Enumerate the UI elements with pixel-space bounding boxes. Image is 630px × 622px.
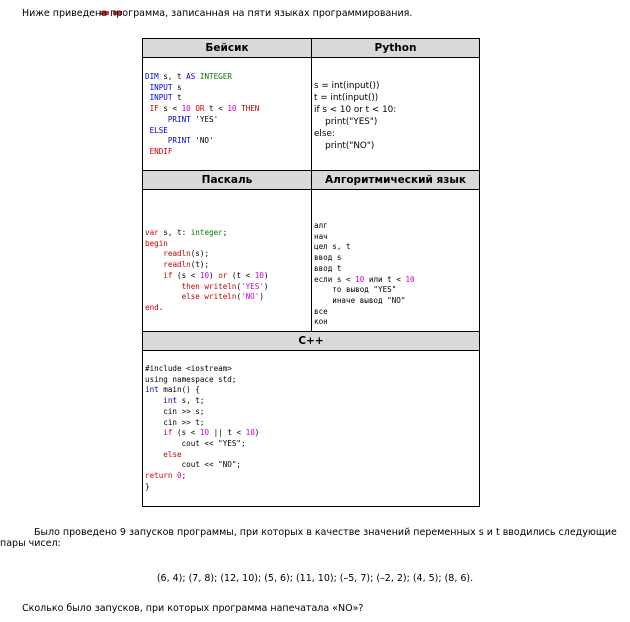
input-pairs: (6, 4); (7, 8); (12, 10); (5, 6); (11, 10); (–5, 7); (–2, 2); (4, 5); (8, 6). <box>156 573 474 584</box>
pascal-code-cell <box>143 190 312 332</box>
python-code: s = int(input()) t = int(input()) if s < 10 or t < 10: print("YES") else: print("NO") <box>314 81 397 151</box>
question-text: Сколько было запусков, при которых программа напечатала «NO»? <box>22 603 364 614</box>
python-code-cell <box>312 58 480 171</box>
header-cpp: C++ <box>143 332 480 351</box>
algo-code: алг нач цел s, t ввод s ввод t если s < 10 или t < 10 то вывод "YES" иначе вывод "NO" все кон <box>314 221 415 327</box>
pascal-code: var s, t: integer; begin readln(s); readln(t); if (s < 10) or (t < 10) then writeln('YES') else writeln('NO') end. <box>145 228 269 312</box>
header-algo: Алгоритмический язык <box>312 171 480 190</box>
intro-text: Ниже приведена программа, записанная на пяти языках программирования. <box>22 8 413 19</box>
cpp-code: #include <iostream> using namespace std; int main() { int s, t; cin >> s; cin >> t; if (s < 10 || t < 10) cout << "YES"; else cout << "NO"; return 0; } <box>145 364 260 491</box>
algo-code-cell <box>312 190 480 332</box>
paragraph-line-2: пары чисел: <box>0 538 61 549</box>
header-python: Python <box>312 39 480 58</box>
runs-paragraph <box>0 527 630 549</box>
header-pascal: Паскаль <box>143 171 312 190</box>
basic-code: DIM s, t AS INTEGER INPUT s INPUT t IF s < 10 OR t < 10 THEN PRINT 'YES' ELSE PRINT 'NO' ENDIF <box>145 72 260 156</box>
programs-table <box>142 38 480 507</box>
cpp-code-cell <box>143 351 480 507</box>
top-decoration <box>100 0 126 4</box>
paragraph-line-1: Было проведено 9 запусков программы, при которых в качестве значений переменных s и t вводились следующие <box>34 527 617 538</box>
basic-code-cell <box>143 58 312 171</box>
header-basic: Бейсик <box>143 39 312 58</box>
